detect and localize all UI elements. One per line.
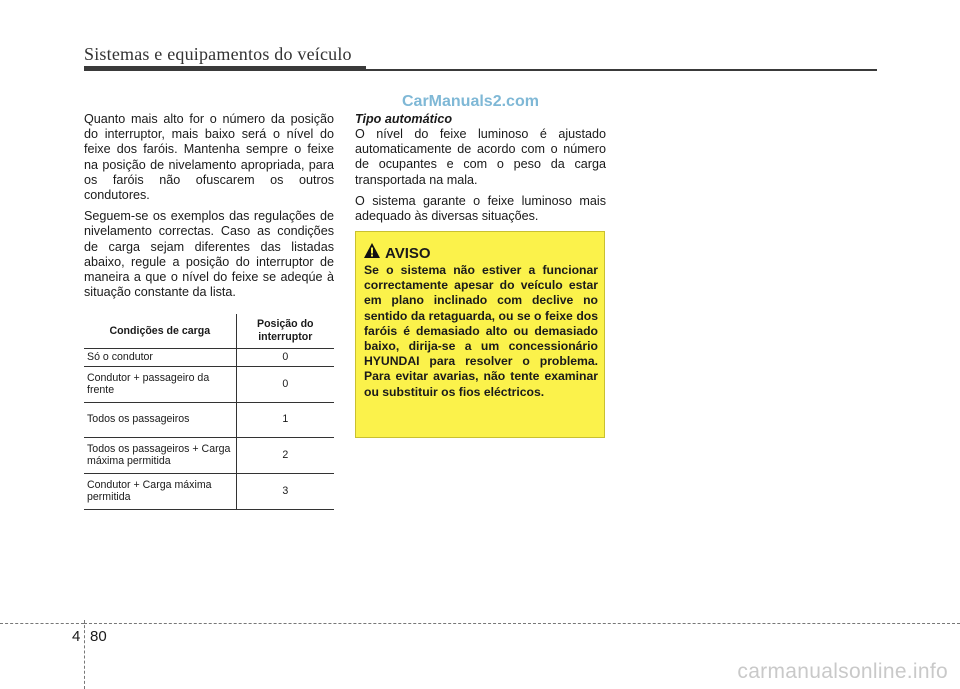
chapter-number: 4	[72, 628, 81, 645]
table-row	[84, 473, 334, 509]
table-header-conditions: Condições de carga	[84, 314, 236, 349]
footer-vertical-divider	[84, 620, 85, 689]
table-cell-position: 3	[236, 473, 334, 509]
table-cell-position: 0	[236, 349, 334, 367]
footer-divider-right	[84, 623, 960, 624]
table-cell-position: 0	[236, 366, 334, 402]
table-header-position: Posição do interruptor	[236, 314, 334, 349]
section-heading: Tipo automático	[355, 112, 453, 126]
table-row	[84, 402, 334, 437]
table-row	[84, 437, 334, 473]
warning-box	[355, 231, 605, 438]
right-column	[355, 112, 606, 230]
page-number: 80	[90, 628, 107, 645]
paragraph: O nível do feixe luminoso é ajustado automaticamente de acordo com o número de ocupantes e com o peso da carga transportada na mala.	[355, 127, 606, 187]
page-header-title: Sistemas e equipamentos do veículo	[84, 44, 352, 64]
warning-title-row	[364, 243, 431, 263]
footer-divider-left	[0, 623, 84, 624]
table-cell-condition: Todos os passageiros	[84, 402, 236, 437]
warning-title: AVISO	[385, 244, 431, 262]
header-rule-thin	[366, 69, 877, 71]
paragraph: O sistema garante o feixe luminoso mais adequado às diversas situações.	[355, 193, 606, 224]
table-cell-position: 1	[236, 402, 334, 437]
table-row	[84, 366, 334, 402]
watermark-bottom[interactable]: carmanualsonline.info	[737, 660, 948, 683]
table-header-row	[84, 314, 334, 349]
warning-triangle-icon	[364, 243, 380, 263]
table-cell-condition: Condutor + Carga máxima permitida	[84, 473, 236, 509]
header-rule-thick	[84, 66, 366, 71]
watermark-top[interactable]: CarManuals2.com	[402, 93, 539, 110]
left-column	[84, 112, 334, 306]
table-row	[84, 349, 334, 367]
table-cell-condition: Só o condutor	[84, 349, 236, 367]
paragraph: Seguem-se os exemplos das regulações de nivelamento correctas. Caso as condições de carga sejam diferentes das listadas abaixo, regule a posição do interruptor de maneira a que o nível do feixe se adeqúe à situação constante da lista.	[84, 209, 334, 300]
paragraph: Quanto mais alto for o número da posição do interruptor, mais baixo será o nível do feixe dos faróis. Mantenha sempre o feixe na posição de nivelamento apropriada, para os faróis não ofuscarem os outros condutores.	[84, 112, 334, 203]
table-cell-condition: Todos os passageiros + Carga máxima permitida	[84, 437, 236, 473]
load-conditions-table	[84, 314, 334, 510]
table-cell-condition: Condutor + passageiro da frente	[84, 366, 236, 402]
table-cell-position: 2	[236, 437, 334, 473]
warning-text: Se o sistema não estiver a funcionar correctamente apesar do veículo estar em plano inclinado com declive no sentido da retaguarda, ou se o feixe dos faróis é demasiado alto ou demasiado baixo, dirija-se a um concessionário HYUNDAI para resolver o problema. Para evitar avarias, não tente examinar ou substituir os fios eléctricos.	[364, 263, 598, 399]
